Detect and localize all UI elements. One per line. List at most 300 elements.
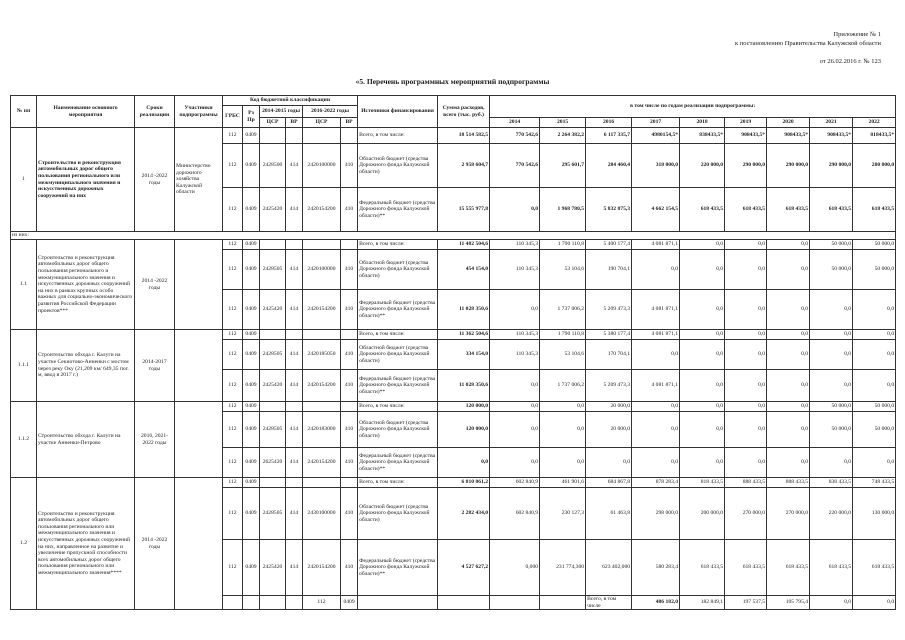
total-amount-cell: 454 154,0 [438, 250, 490, 290]
col-budget-code-header: Код бюджетной классификации [223, 96, 358, 106]
year-amount-cell: 0,0 [810, 370, 853, 402]
year-amount-cell: 0,0 [767, 448, 810, 478]
year-amount-cell: 231 774,300 [540, 540, 586, 596]
vr-2014-cell: 414 [286, 370, 303, 402]
grbs-cell: 112 [223, 340, 243, 370]
year-amount-cell: 623 402,000 [586, 540, 632, 596]
year-amount-cell: 0,0 [725, 240, 767, 250]
col-name-header: Наименование основного мероприятия [37, 96, 135, 128]
year-amount-cell: 220 000,0 [680, 144, 725, 188]
measure-terms: 2016, 2021-2022 годы [135, 402, 175, 478]
table-row [11, 128, 896, 144]
csr-2016-cell: 2420154200 [303, 370, 341, 402]
year-amount-cell: 0,0 [810, 448, 853, 478]
document-title: «5. Перечень программных мероприятий подпрограммы [355, 77, 550, 86]
year-amount-cell: 0,0 [767, 330, 810, 340]
vr-2016-cell [341, 128, 358, 144]
measure-name [243, 596, 260, 610]
vr-2016-cell: 410 [341, 412, 358, 448]
year-amount-cell: 602 840,9 [490, 478, 540, 488]
measure-terms: 2014 -2022 годы [135, 478, 175, 610]
year-header: 2016 [586, 118, 632, 128]
year-amount-cell: 20 000,0 [586, 402, 632, 412]
grbs-cell: 112 [223, 488, 243, 540]
year-amount-cell: 0,0 [767, 250, 810, 290]
year-amount-cell: 53 104,6 [540, 340, 586, 370]
csr-2016-cell [303, 402, 341, 412]
vr-2014-cell: 414 [286, 188, 303, 232]
grbs-cell: 112 [223, 240, 243, 250]
measure-terms: 2014 -2022 годы [135, 128, 175, 232]
grbs-cell: 112 [303, 596, 341, 610]
year-amount-cell: 4 662 154,5 [632, 188, 680, 232]
table-row [11, 330, 896, 340]
grbs-cell: 112 [223, 478, 243, 488]
year-amount-cell: 5 209 473,3 [586, 370, 632, 402]
rzpr-cell: 0409 [243, 488, 260, 540]
year-amount-cell: 295 601,7 [540, 144, 586, 188]
year-amount-cell: 2 264 382,2 [540, 128, 586, 144]
grbs-cell: 112 [223, 250, 243, 290]
year-amount-cell: 0,0 [680, 290, 725, 330]
year-amount-cell: 0,0 [725, 250, 767, 290]
csr-2016-cell: 2430100000 [303, 488, 341, 540]
measure-participants: Министерство дорожного хозяйства Калужской области [175, 128, 223, 232]
col-2016-2022-header: 2016-2022 годы [303, 106, 358, 118]
csr-2016-cell: 2420100000 [303, 250, 341, 290]
measure-terms: 2014 -2022 годы [135, 240, 175, 330]
csr-2016-cell [303, 330, 341, 340]
rzpr-cell: 0409 [243, 290, 260, 330]
funding-source-cell: Областной бюджет (средства Дорожного фонда Калужской области) [358, 412, 438, 448]
csr-2014-cell [260, 330, 286, 340]
vr-2016-cell [341, 478, 358, 488]
total-amount-cell: 2 282 434,0 [438, 488, 490, 540]
year-amount-cell: 0,0 [680, 402, 725, 412]
measure-terms: 2014-2017 годы [135, 330, 175, 402]
measure-participants [175, 402, 223, 478]
year-amount-cell: 1 737 006,2 [540, 370, 586, 402]
total-amount-cell: 0,0 [438, 448, 490, 478]
year-amount-cell: 818 433,5 [680, 478, 725, 488]
rzpr-cell: 0409 [243, 330, 260, 340]
year-amount-cell: 618 433,5 [680, 188, 725, 232]
year-amount-cell: 838433,5* [680, 128, 725, 144]
separator-row [11, 232, 896, 240]
vr-2016-cell [341, 402, 358, 412]
year-amount-cell: 284 460,4 [586, 144, 632, 188]
year-amount-cell: 684 867,8 [586, 478, 632, 488]
col-terms-header: Сроки реализации [135, 96, 175, 128]
col-by-years-header: в том числе по годам реализации подпрограммы: [490, 96, 896, 118]
col-participants-header: Участники подпрограммы [175, 96, 223, 128]
year-amount-cell: 0,0 [490, 402, 540, 412]
year-amount-cell: 0,0 [767, 370, 810, 402]
year-amount-cell: 197 537,5 [725, 596, 767, 610]
total-amount-cell: 486 182,0 [632, 596, 680, 610]
year-amount-cell: 908433,5* [767, 128, 810, 144]
year-amount-cell: 298 000,0 [632, 488, 680, 540]
year-header: 2021 [810, 118, 853, 128]
col-rzpr-header: Рз Пр [243, 106, 260, 128]
vr-2016-cell: 410 [341, 250, 358, 290]
year-amount-cell: 618 433,5 [725, 540, 767, 596]
vr-2014-cell: 414 [286, 412, 303, 448]
rzpr-cell: 0409 [243, 188, 260, 232]
year-amount-cell: 908433,5* [725, 128, 767, 144]
rzpr-cell: 0409 [243, 448, 260, 478]
rzpr-cell: 0409 [243, 402, 260, 412]
csr-2016-cell [303, 478, 341, 488]
year-amount-cell: 0,0 [490, 290, 540, 330]
resolution-date: от 26.02.2016 г. № 123 [819, 58, 881, 65]
year-amount-cell: 50 000,0 [853, 412, 896, 448]
grbs-cell: 112 [223, 448, 243, 478]
year-amount-cell: 770 542,6 [490, 144, 540, 188]
year-amount-cell: 0,0 [853, 330, 896, 340]
year-amount-cell: 602 840,9 [490, 488, 540, 540]
vr-2014-cell [286, 402, 303, 412]
funding-source-cell: Федеральный бюджет (средства Дорожного фонда Калужской области)** [358, 370, 438, 402]
vr-2016-cell [341, 240, 358, 250]
year-amount-cell: 618 433,5 [680, 540, 725, 596]
year-amount-cell: 270 000,0 [725, 488, 767, 540]
total-amount-cell: 18 514 582,5 [438, 128, 490, 144]
csr-2014-cell [358, 596, 438, 610]
grbs-cell: 112 [223, 402, 243, 412]
funding-source-cell: Федеральный бюджет (средства Дорожного фонда Калужской области)** [358, 290, 438, 330]
year-amount-cell: 0,0 [725, 340, 767, 370]
rzpr-cell: 0409 [243, 478, 260, 488]
year-amount-cell: 0,0 [680, 250, 725, 290]
year-amount-cell: 0,0 [767, 402, 810, 412]
year-amount-cell: 290 000,0 [810, 144, 853, 188]
year-amount-cell: 0,0 [725, 448, 767, 478]
year-amount-cell: 0,0 [490, 448, 540, 478]
measure-number: 1.1.2 [11, 402, 37, 478]
csr-2016-cell: 2420100000 [303, 144, 341, 188]
csr-2016-cell: 2420183000 [303, 412, 341, 448]
year-amount-cell: 618 433,5 [767, 188, 810, 232]
funding-source-cell: Федеральный бюджет (средства Дорожного фонда Калужской области)** [358, 188, 438, 232]
year-amount-cell: 318 000,0 [632, 144, 680, 188]
vr-2014-cell: 414 [286, 448, 303, 478]
year-amount-cell: 170 704,1 [586, 340, 632, 370]
resolution-reference: к постановлению Правительства Калужской области [735, 40, 881, 47]
year-amount-cell: 0,0 [853, 596, 896, 610]
year-amount-cell: 0,0 [767, 240, 810, 250]
year-amount-cell: 0,0 [632, 448, 680, 478]
csr-2014-cell: 2425420 [260, 370, 286, 402]
csr-2014-cell [260, 478, 286, 488]
vr-2014-cell: 414 [286, 144, 303, 188]
table-row [11, 478, 896, 488]
funding-source-cell: Областной бюджет (средства Дорожного фонда Калужской области) [358, 250, 438, 290]
funding-source-cell: Федеральный бюджет (средства Дорожного фонда Калужской области)** [358, 448, 438, 478]
year-amount-cell: 200 000,0 [680, 488, 725, 540]
year-amount-cell: 818433,5* [853, 128, 896, 144]
col-num-header: № пп [11, 96, 37, 128]
year-amount-cell: 461 901,6 [540, 478, 586, 488]
year-amount-cell: 0,000 [490, 540, 540, 596]
year-amount-cell: 0,0 [632, 340, 680, 370]
year-amount-cell: 0,0 [540, 412, 586, 448]
year-amount-cell: 110 345,3 [490, 340, 540, 370]
year-amount-cell: 50 000,0 [853, 240, 896, 250]
total-amount-cell: 11 028 350,6 [438, 370, 490, 402]
year-amount-cell: 0,0 [680, 240, 725, 250]
measure-number: 1.2 [11, 478, 37, 610]
year-amount-cell: 0,0 [767, 340, 810, 370]
year-amount-cell: 5 380 177,4 [586, 330, 632, 340]
csr-2014-cell: 2425420 [260, 540, 286, 596]
csr-2014-cell: 2428505 [260, 488, 286, 540]
year-amount-cell: 0,0 [725, 290, 767, 330]
funding-source-cell: Областной бюджет (средства Дорожного фонда Калужской области) [358, 488, 438, 540]
funding-source-cell: Всего, в том числе: [358, 330, 438, 340]
vr-2016-cell: 410 [341, 370, 358, 402]
table-row [11, 240, 896, 250]
year-amount-cell: 618 433,5 [810, 540, 853, 596]
vr-2014-cell: 414 [286, 488, 303, 540]
year-amount-cell: 290 000,0 [767, 144, 810, 188]
rzpr-cell: 0409 [243, 250, 260, 290]
year-amount-cell: 4 081 871,1 [632, 240, 680, 250]
year-amount-cell: 50 000,0 [853, 402, 896, 412]
measure-participants [175, 478, 223, 610]
funding-source-cell: Областной бюджет (средства Дорожного фонда Калужской области) [358, 144, 438, 188]
year-amount-cell: 0,0 [680, 412, 725, 448]
col-csr-header: ЦСР [303, 118, 341, 128]
year-amount-cell: 1 968 780,5 [540, 188, 586, 232]
year-amount-cell: 53 104,6 [540, 250, 586, 290]
year-amount-cell: 0,0 [767, 412, 810, 448]
year-amount-cell: 4 081 871,1 [632, 290, 680, 330]
vr-2016-cell: 410 [341, 340, 358, 370]
rzpr-cell: 0409 [243, 340, 260, 370]
total-amount-cell: 11 482 504,6 [438, 240, 490, 250]
year-amount-cell: 50 000,0 [810, 250, 853, 290]
year-amount-cell: 0,0 [853, 340, 896, 370]
year-amount-cell: 0,0 [853, 290, 896, 330]
year-amount-cell: 0,0 [540, 448, 586, 478]
csr-2014-cell: 2428500 [260, 144, 286, 188]
year-amount-cell: 5 209 473,3 [586, 290, 632, 330]
col-grbs-header: ГРБС [223, 106, 243, 128]
rzpr-cell: 0409 [243, 144, 260, 188]
year-amount-cell: 4980154,5* [632, 128, 680, 144]
csr-2014-cell [260, 402, 286, 412]
csr-2016-cell: 2420154200 [303, 448, 341, 478]
year-amount-cell: 0,0 [725, 330, 767, 340]
total-amount-cell: 15 555 977,8 [438, 188, 490, 232]
year-amount-cell: 618 433,5 [810, 188, 853, 232]
csr-2014-cell: 2428505 [260, 412, 286, 448]
year-amount-cell: 182 849,1 [680, 596, 725, 610]
vr-2014-cell: 414 [286, 340, 303, 370]
vr-2014-cell: 414 [286, 540, 303, 596]
year-amount-cell: 0,0 [632, 412, 680, 448]
funding-source-cell: Всего, в том числе [586, 596, 632, 610]
rzpr-cell: 0409 [243, 540, 260, 596]
measure-name: Строительство и реконструкция автомобильных дорог общего пользования регионального или межмуниципального значения и искусственных дорожных сооружений на них [37, 128, 135, 232]
year-amount-cell: 0,0 [680, 340, 725, 370]
rzpr-cell: 0409 [243, 240, 260, 250]
year-amount-cell: 270 000,0 [767, 488, 810, 540]
year-amount-cell: 130 000,0 [853, 488, 896, 540]
measure-name: Строительство и реконструкция автомобильных дорог общего пользования регионального и межмуниципального значения и искусственных дорожных сооружений на них в рамках крупных особо важных для социально-экономического развития Российской Федерации проектов*** [37, 240, 135, 330]
measure-number: 1.1.1 [11, 330, 37, 402]
year-amount-cell: 1 737 006,2 [540, 290, 586, 330]
year-amount-cell: 200 000,0 [853, 144, 896, 188]
rzpr-cell: 0409 [243, 128, 260, 144]
rzpr-cell: 0409 [243, 412, 260, 448]
year-amount-cell: 4 081 871,1 [632, 330, 680, 340]
year-amount-cell: 888 433,5 [725, 478, 767, 488]
year-amount-cell: 50 000,0 [810, 412, 853, 448]
year-amount-cell: 0,0 [632, 250, 680, 290]
year-amount-cell: 0,0 [680, 370, 725, 402]
grbs-cell: 112 [223, 370, 243, 402]
vr-2014-cell [438, 596, 490, 610]
year-amount-cell: 0,0 [490, 412, 540, 448]
year-amount-cell: 0,0 [680, 330, 725, 340]
measure-number: 1 [11, 128, 37, 232]
total-amount-cell: 11 028 350,6 [438, 290, 490, 330]
total-amount-cell: 2 958 604,7 [438, 144, 490, 188]
vr-2016-cell: 410 [341, 290, 358, 330]
measure-number: 1.1 [11, 240, 37, 330]
year-amount-cell: 110 345,3 [490, 330, 540, 340]
csr-2016-cell [303, 240, 341, 250]
funding-source-cell: Всего, в том числе: [358, 128, 438, 144]
vr-2016-cell: 410 [341, 144, 358, 188]
csr-2014-cell [260, 128, 286, 144]
year-amount-cell: 0,0 [540, 402, 586, 412]
year-amount-cell: 105 795,4 [767, 596, 810, 610]
grbs-cell: 112 [223, 330, 243, 340]
year-amount-cell: 0,0 [810, 330, 853, 340]
year-amount-cell: 0,0 [725, 402, 767, 412]
vr-2016-cell: 410 [341, 448, 358, 478]
year-amount-cell: 618 433,5 [853, 188, 896, 232]
csr-2014-cell: 2625420 [260, 448, 286, 478]
year-amount-cell: 0,0 [586, 448, 632, 478]
year-amount-cell: 6 117 335,7 [586, 128, 632, 144]
total-amount-cell: 334 154,0 [438, 340, 490, 370]
csr-2016-cell: 2420154200 [303, 290, 341, 330]
separator-label: из них: [11, 232, 896, 240]
year-amount-cell: 110 345,3 [490, 250, 540, 290]
year-amount-cell: 0,0 [810, 596, 853, 610]
year-header: 2020 [767, 118, 810, 128]
year-amount-cell: 110 345,3 [490, 240, 540, 250]
measure-terms [260, 596, 286, 610]
table-row [11, 402, 896, 412]
vr-2014-cell [286, 478, 303, 488]
funding-source-cell: Всего, в том числе: [358, 478, 438, 488]
col-2014-2015-header: 2014-2015 годы [260, 106, 303, 118]
csr-2016-cell: 2420154200 [303, 540, 341, 596]
rzpr-cell: 0409 [341, 596, 358, 610]
csr-2014-cell [260, 240, 286, 250]
measure-number [223, 596, 243, 610]
vr-2014-cell [286, 240, 303, 250]
measure-name: Строительство обхода г. Калуги на участке Анненки-Петрово [37, 402, 135, 478]
measure-participants [175, 330, 223, 402]
year-amount-cell: 838 433,5 [810, 478, 853, 488]
col-sources-header: Источники финансирования [358, 96, 438, 128]
year-amount-cell: 770 542,6 [490, 128, 540, 144]
year-amount-cell: 580 283,4 [632, 540, 680, 596]
vr-2014-cell: 414 [286, 250, 303, 290]
year-amount-cell: 5 400 177,4 [586, 240, 632, 250]
measure-name: Строительство обхода г. Калуги на участке Секиотово-Анненки с мостом через реку Оку (21,209 км/ 649,35 пог. м, ввод в 2017 г.) [37, 330, 135, 402]
year-amount-cell: 220 000,0 [810, 488, 853, 540]
year-amount-cell: 290 000,0 [725, 144, 767, 188]
program-measures-table [10, 95, 896, 610]
year-amount-cell: 0,0 [810, 290, 853, 330]
csr-2016-cell [490, 596, 540, 610]
funding-source-cell: Федеральный бюджет (средства Дорожного фонда Калужской области)** [358, 540, 438, 596]
year-amount-cell: 0,0 [632, 402, 680, 412]
year-amount-cell: 0,0 [490, 188, 540, 232]
csr-2016-cell [303, 128, 341, 144]
year-amount-cell: 888 433,5 [767, 478, 810, 488]
total-amount-cell: 120 000,0 [438, 402, 490, 412]
funding-source-cell: Областной бюджет (средства Дорожного фонда Калужской области) [358, 340, 438, 370]
col-vr-header: ВР [286, 118, 303, 128]
year-amount-cell: 0,0 [810, 340, 853, 370]
year-amount-cell: 20 000,0 [586, 412, 632, 448]
year-amount-cell: 0,0 [725, 412, 767, 448]
vr-2016-cell: 410 [341, 540, 358, 596]
total-amount-cell: 6 810 061,2 [438, 478, 490, 488]
col-csr-header: ЦСР [260, 118, 286, 128]
total-amount-cell: 4 527 627,2 [438, 540, 490, 596]
year-amount-cell: 1 790 110,8 [540, 240, 586, 250]
measure-participants [175, 240, 223, 330]
year-amount-cell: 0,0 [725, 370, 767, 402]
csr-2014-cell: 2425420 [260, 290, 286, 330]
vr-2014-cell [286, 330, 303, 340]
csr-2014-cell: 2425420 [260, 188, 286, 232]
year-header: 2017 [632, 118, 680, 128]
year-amount-cell: 748 433,5 [853, 478, 896, 488]
measure-participants [286, 596, 303, 610]
year-header: 2018 [680, 118, 725, 128]
year-amount-cell: 878 283,4 [632, 478, 680, 488]
grbs-cell: 112 [223, 412, 243, 448]
grbs-cell: 112 [223, 188, 243, 232]
vr-2016-cell [341, 330, 358, 340]
col-vr-header: ВР [341, 118, 358, 128]
csr-2014-cell: 2428505 [260, 340, 286, 370]
total-amount-cell: 11 362 504,6 [438, 330, 490, 340]
year-amount-cell: 1 790 110,8 [540, 330, 586, 340]
appendix-label: Приложение № 1 [833, 31, 881, 38]
total-amount-cell: 120 000,0 [438, 412, 490, 448]
vr-2016-cell [540, 596, 586, 610]
year-header: 2015 [540, 118, 586, 128]
vr-2016-cell: 410 [341, 488, 358, 540]
year-header: 2019 [725, 118, 767, 128]
funding-source-cell: Всего, в том числе: [358, 240, 438, 250]
vr-2014-cell: 414 [286, 290, 303, 330]
grbs-cell: 112 [223, 144, 243, 188]
grbs-cell: 112 [223, 540, 243, 596]
grbs-cell: 112 [223, 128, 243, 144]
